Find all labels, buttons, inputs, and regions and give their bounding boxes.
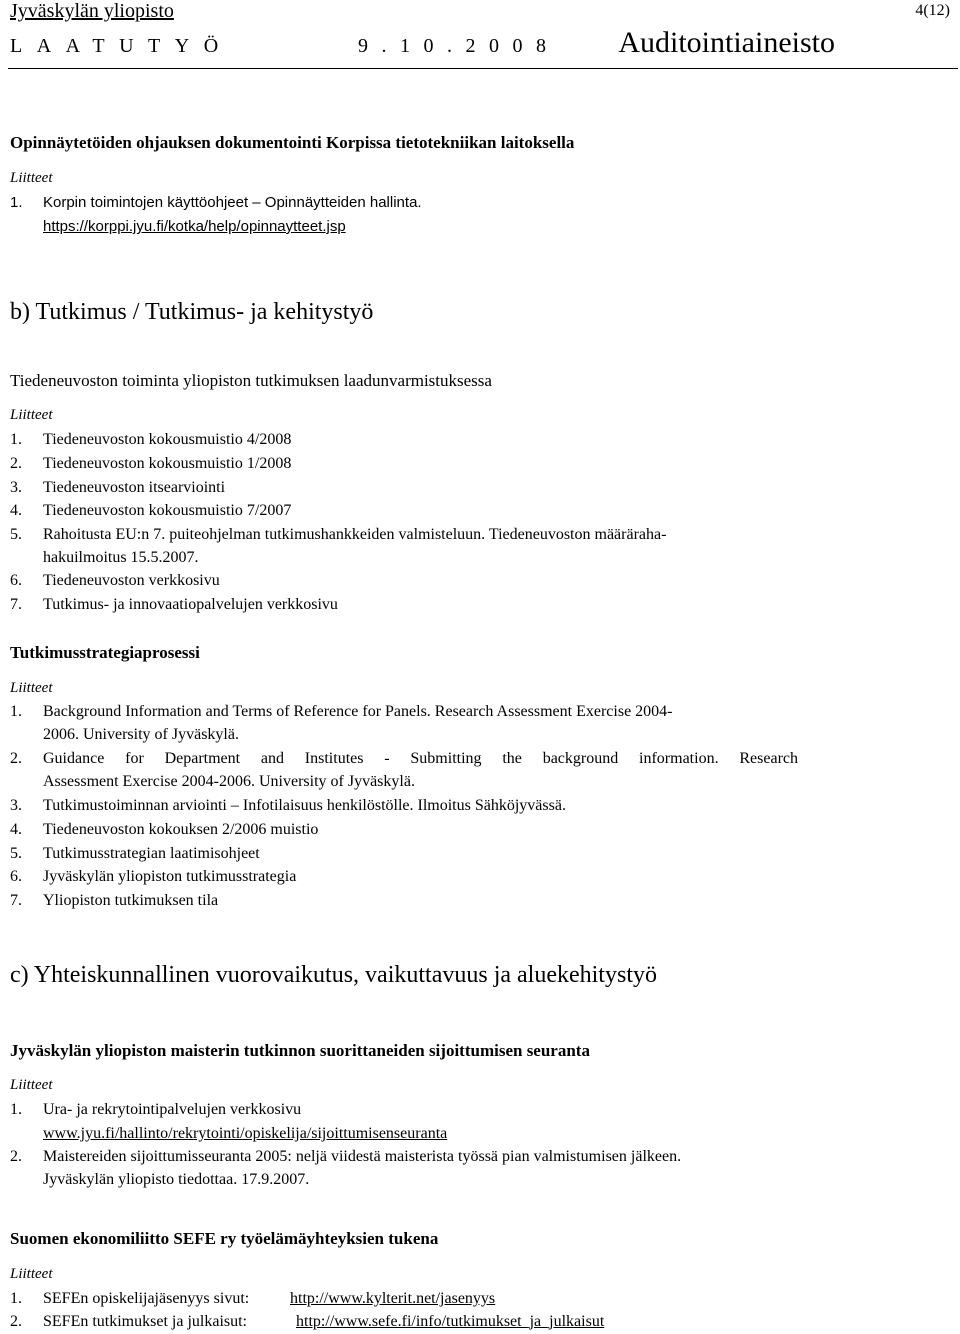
section-heading: Suomen ekonomiliitto SEFE ry työelämäyhteyksien tukena xyxy=(10,1229,439,1248)
list-number: 5. xyxy=(10,845,22,862)
list-number: 1. xyxy=(10,703,22,720)
list-item: SEFEn opiskelijajäsenyys sivut: xyxy=(43,1290,250,1307)
list-item: Tiedeneuvoston kokousmuistio 7/2007 xyxy=(43,502,292,519)
list-number: 3. xyxy=(10,797,22,814)
list-number: 7. xyxy=(10,892,22,909)
attachments-label: Liitteet xyxy=(10,1077,53,1093)
list-item: Ura- ja rekrytointipalvelujen verkkosivu xyxy=(43,1101,302,1118)
attachments-label: Liitteet xyxy=(10,680,53,696)
list-item: Yliopiston tutkimuksen tila xyxy=(43,892,219,909)
section-heading: Jyväskylän yliopiston maisterin tutkinnon suorittaneiden sijoittumisen seuranta xyxy=(10,1041,590,1060)
list-number: 2. xyxy=(10,750,22,767)
list-item-continued: 2006. University of Jyväskylä. xyxy=(43,726,239,743)
list-item: Tiedeneuvoston kokousmuistio 4/2008 xyxy=(43,431,292,448)
attachments-label: Liitteet xyxy=(10,407,53,423)
list-number: 2. xyxy=(10,1313,22,1330)
header-date: 9.10.2008 xyxy=(358,35,560,57)
list-item: Tutkimus- ja innovaatiopalvelujen verkkosivu xyxy=(43,596,338,613)
list-number: 4. xyxy=(10,821,22,838)
header-divider xyxy=(8,68,958,69)
header-title: Auditointiaineisto xyxy=(618,26,835,59)
list-item: Rahoitusta EU:n 7. puiteohjelman tutkimushankkeiden valmisteluun. Tiedeneuvoston määräraha- xyxy=(43,526,667,543)
section-heading: Tiedeneuvoston toiminta yliopiston tutkimuksen laadunvarmistuksessa xyxy=(10,371,492,390)
header-laatutyo: LAATUTYÖ xyxy=(10,35,233,57)
list-item: Tutkimustoiminnan arviointi – Infotilaisuus henkilöstölle. Ilmoitus Sähköjyvässä. xyxy=(43,797,566,814)
list-number: 1. xyxy=(10,1101,22,1118)
korppi-link[interactable]: https://korppi.jyu.fi/kotka/help/opinnaytteet.jsp xyxy=(43,218,346,235)
list-item: Korpin toimintojen käyttöohjeet – Opinnäytteiden hallinta. xyxy=(43,194,422,211)
list-item: Maistereiden sijoittumisseuranta 2005: neljä viidestä maisterista työssä pian valmistumisen jälkeen. xyxy=(43,1148,682,1165)
list-item: Tiedeneuvoston itsearviointi xyxy=(43,479,226,496)
page-number: 4(12) xyxy=(915,2,950,19)
list-number: 1. xyxy=(10,431,22,448)
list-number: 6. xyxy=(10,868,22,885)
list-item: Guidance for Department and Institutes - Submitting the background information. Research xyxy=(43,750,798,767)
list-item-continued: Jyväskylän yliopisto tiedottaa. 17.9.2007. xyxy=(43,1171,310,1188)
list-item-continued: hakuilmoitus 15.5.2007. xyxy=(43,549,199,566)
list-item: Background Information and Terms of Reference for Panels. Research Assessment Exercise 2004- xyxy=(43,703,673,720)
list-number: 3. xyxy=(10,479,22,496)
rekrytointi-link[interactable]: www.jyu.fi/hallinto/rekrytointi/opiskelija/sijoittumisenseuranta xyxy=(43,1125,448,1142)
list-item: Tutkimusstrategian laatimisohjeet xyxy=(43,845,260,862)
attachments-label: Liitteet xyxy=(10,1266,53,1282)
list-number: 5. xyxy=(10,526,22,543)
list-item: Tiedeneuvoston kokouksen 2/2006 muistio xyxy=(43,821,319,838)
list-number: 1. xyxy=(10,194,23,211)
list-item: Tiedeneuvoston verkkosivu xyxy=(43,572,220,589)
section-heading: Opinnäytetöiden ohjauksen dokumentointi Korpissa tietotekniikan laitoksella xyxy=(10,133,575,152)
list-item: SEFEn tutkimukset ja julkaisut: xyxy=(43,1313,247,1330)
university-name[interactable]: Jyväskylän yliopisto xyxy=(10,0,174,22)
list-number: 4. xyxy=(10,502,22,519)
kylterit-link[interactable]: http://www.kylterit.net/jasenyys xyxy=(290,1290,496,1307)
section-b-title: b) Tutkimus / Tutkimus- ja kehitystyö xyxy=(10,299,374,325)
list-item: Tiedeneuvoston kokousmuistio 1/2008 xyxy=(43,455,292,472)
list-number: 2. xyxy=(10,1148,22,1165)
section-heading: Tutkimusstrategiaprosessi xyxy=(10,643,200,662)
list-number: 7. xyxy=(10,596,22,613)
sefe-link[interactable]: http://www.sefe.fi/info/tutkimukset_ja_julkaisut xyxy=(296,1313,605,1330)
list-number: 1. xyxy=(10,1290,22,1307)
section-c-title: c) Yhteiskunnallinen vuorovaikutus, vaikuttavuus ja aluekehitystyö xyxy=(10,962,657,988)
list-number: 2. xyxy=(10,455,22,472)
list-item-continued: Assessment Exercise 2004-2006. University of Jyväskylä. xyxy=(43,773,415,790)
list-number: 6. xyxy=(10,572,22,589)
attachments-label: Liitteet xyxy=(10,170,53,186)
list-item: Jyväskylän yliopiston tutkimusstrategia xyxy=(43,868,297,885)
